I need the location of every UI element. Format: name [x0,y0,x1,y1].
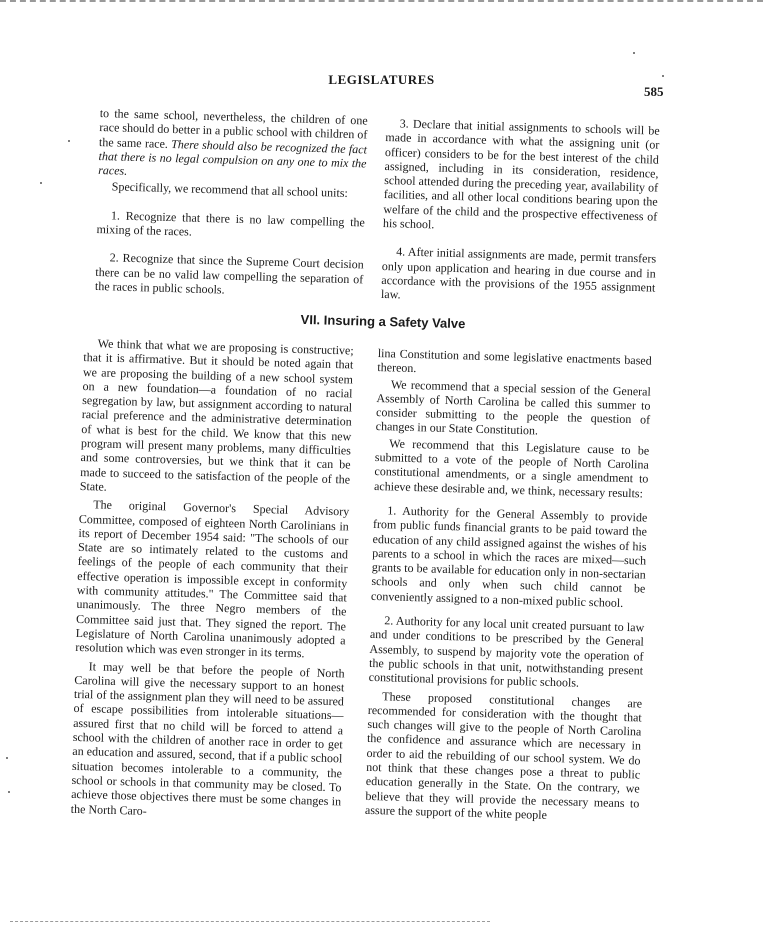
scan-speck [8,791,10,793]
top-right-column [381,116,660,317]
scan-speck [6,757,8,759]
paragraph-text: to the same school, nevertheless, the children of one race should do better in a public school with children of the same race. [98,106,368,151]
paragraph: 2. Authority for any local unit created pursuant to law and under conditions to be prescribed by the General Assembly, to suspend by majority vote the operation of the public schools in that unit, notwithstanding present constitutional provisions for public schools. [368,613,645,690]
paragraph: 4. After initial assignments are made, permit transfers only upon application and hearing in due course and in accordance with the provisions of the 1955 assignment law. [380,244,657,302]
top-left-column [95,106,368,309]
scan-speck [40,182,42,184]
emphasis-text: There should also be recognized the fact that there is no legal compulsion on any one to mix the races. [98,136,368,178]
paragraph: 3. Declare that initial assignments to schools will be made in accordance with what the assigning unit (or officer) considers to be for the best interest of the child assigned, including in its consideration, residence, school attended during the preceding year, availability of facilities, and all other local conditions bearing upon the welfare of the child and the prospective effectiveness of his school. [382,116,660,232]
bottom-left-column [70,336,354,831]
paragraph: 1. Recognize that there is no law compelling the mixing of the races. [96,208,366,239]
paragraph [98,106,368,185]
scan-bottom-border [10,921,490,924]
paragraph: These proposed constitutional changes are recommended for consideration with the thought that such changes will give to the people of North Carolina the confidence and assurance which are necessary in order to aid the rebuilding of our school system. We do not think that these changes pose a threat to public education generally in the State. On the contrary, we believe that they will provide the necessary means to assure the support of the white people [364,688,643,822]
paragraph: Specifically, we recommend that all school units: [111,179,349,201]
running-head: LEGISLATURES [328,72,435,87]
section-heading: VII. Insuring a Safety Valve [300,311,466,332]
paragraph: lina Constitution and some legislative enactments based thereon. [377,346,652,376]
paragraph: 2. Recognize that since the Supreme Court decision there can be no valid law compelling the separation of the races in public schools. [94,250,364,297]
scan-speck [633,52,635,54]
paragraph: We recommend that a special session of the General Assembly of North Carolina be called this summer to consider submitting to the people the question of changes in our State Constitution. [375,376,652,438]
paragraph: We recommend that this Legislature cause to be submitted to a vote of the people of North Carolina constitutional amendments, or a single amendment to achieve these desirable and, we think, necessary results: [373,436,650,501]
paragraph: The original Governor's Special Advisory Committee, composed of eighteen North Carolinians in its report of December 1954 said: "The schools of our State are so intimately related to the customs and feelings of the people of each community that their effective operation is impossible except in conformity with community attitudes." The Committee said that unanimously. The three Negro members of the Committee said just that. They signed the report. The Legislature of North Carolina unanimously adopted a resolution which was even stronger in its terms. [75,497,350,661]
scan-speck [68,140,70,142]
bottom-right-column [365,346,652,833]
paragraph: It may well be that before the people of North Carolina will give the necessary support to an honest trial of the assignment plan they will need to be assured of escape possibilities from intolerable situations—assured first that no child will be forced to attend a school with the children of another race in order to get an education and assured, second, that if a public school situation becomes intolerable to a community, the school or schools in that community may be closed. To achieve those objectives there must be some changes in the North Caro- [70,658,345,818]
page-number: 585 [644,84,664,99]
scan-speck [662,75,664,77]
paragraph: We think that what we are proposing is constructive; that it is affirmative. But it should be noted again that we are proposing the building of a new school system on a new foundation—a foundation of no racial segregation by law, but assignment according to natural racial preference and the administrative determination of what is best for the child. We know that this new program will present many problems, many difficulties and some controversies, but we think that it can be made to succeed to the satisfaction of the people of the State. [79,336,354,494]
scan-top-border [0,0,763,8]
paragraph: 1. Authority for the General Assembly to provide from public funds financial grants to be paid toward the education of any child assigned against the wishes of his parents to a school in which the races are mixed—such grants to be available for education only in non-sectarian schools and only when such child cannot be conveniently assigned to a non-mixed public school. [370,503,648,610]
